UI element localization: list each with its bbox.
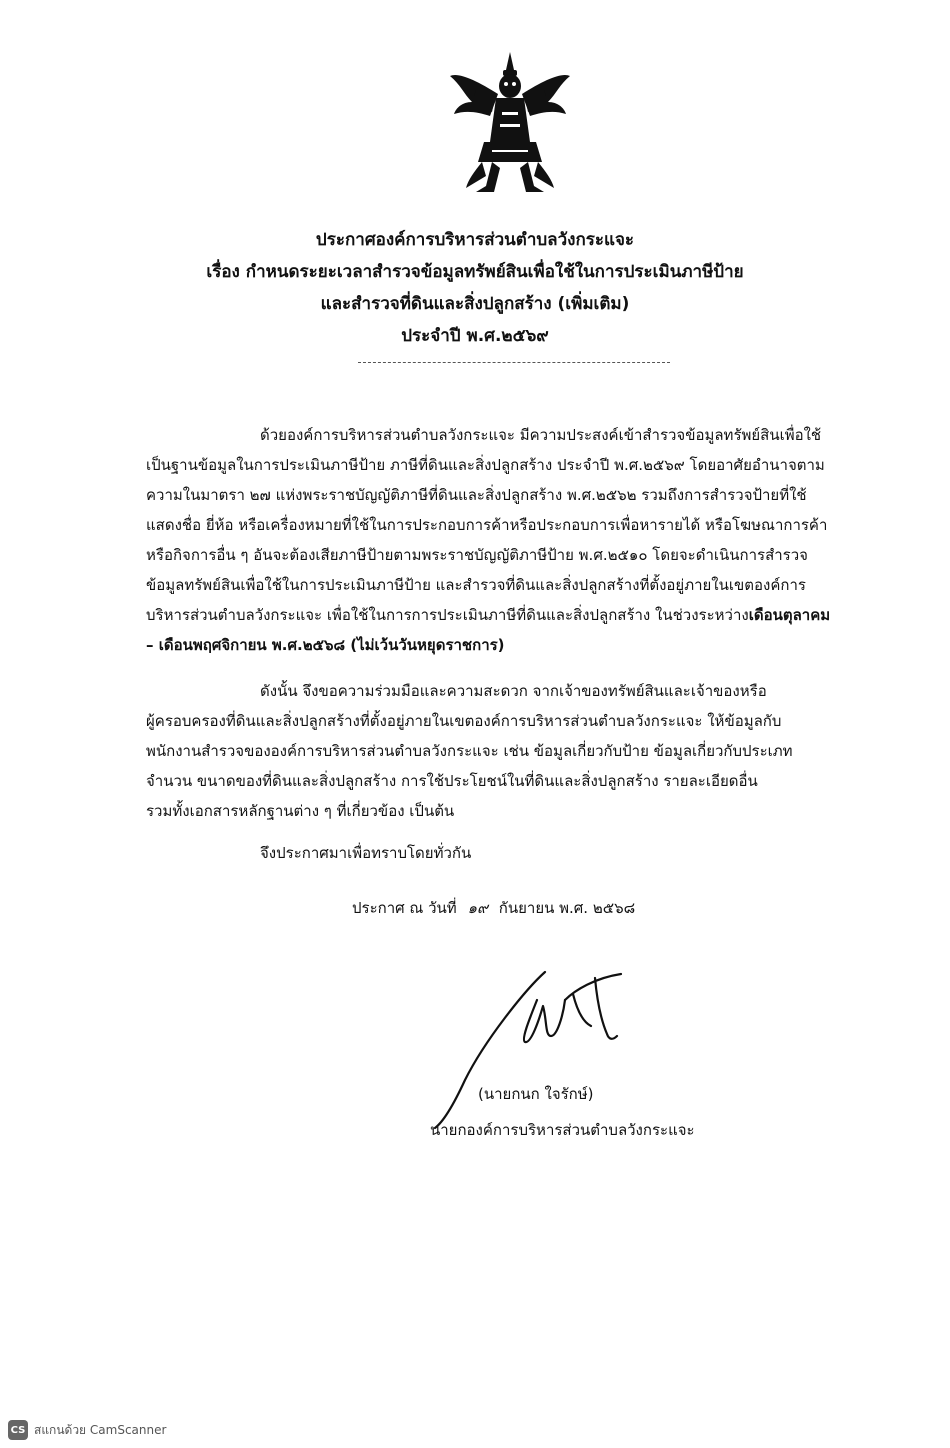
- body-paragraph-2: [146, 676, 872, 826]
- scanner-watermark: [8, 1420, 166, 1440]
- paragraph-line: ข้อมูลทรัพย์สินเพื่อใช้ในการประเมินภาษีป้าย และสำรวจที่ดินและสิ่งปลูกสร้างที่ตั้งอยู่ภายในเขตองค์การ: [146, 576, 806, 594]
- paragraph-line: หรือกิจการอื่น ๆ อันจะต้องเสียภาษีป้ายตามพระราชบัญญัติภาษีป้าย พ.ศ.๒๕๑๐ โดยจะดำเนินการสำรวจ: [146, 546, 808, 564]
- announcement-subject: เรื่อง กำหนดระยะเวลาสำรวจข้อมูลทรัพย์สินเพื่อใช้ในการประเมินภาษีป้าย: [206, 262, 744, 282]
- paragraph-text: บริหารส่วนตำบลวังกระแจะ เพื่อใช้ในการการประเมินภาษีที่ดินและสิ่งปลูกสร้าง ในช่วงระหว่าง: [146, 606, 749, 624]
- paragraph-line: ด้วยองค์การบริหารส่วนตำบลวังกระแจะ มีความประสงค์เข้าสำรวจข้อมูลทรัพย์สินเพื่อใช้: [260, 426, 822, 444]
- camscanner-logo-icon: CS: [8, 1420, 28, 1440]
- announcement-date: [352, 896, 635, 920]
- date-day: ๑๙: [467, 899, 488, 917]
- paragraph-line: ผู้ครอบครองที่ดินและสิ่งปลูกสร้างที่ตั้งอยู่ภายในเขตองค์การบริหารส่วนตำบลวังกระแจะ ให้ข้อมูลกับ: [146, 712, 782, 730]
- signer-name: (นายกนก ใจรักษ์): [478, 1085, 594, 1103]
- date-prefix: ประกาศ ณ วันที่: [352, 899, 457, 917]
- closing-statement: จึงประกาศมาเพื่อทราบโดยทั่วกัน: [260, 844, 472, 862]
- scanner-text: สแกนด้วย CamScanner: [34, 1422, 167, 1437]
- paragraph-line: แสดงชื่อ ยี่ห้อ หรือเครื่องหมายที่ใช้ในการประกอบการค้าหรือประกอบการเพื่อหารายได้ หรือโฆษณาการค้า: [146, 516, 828, 534]
- announcement-subject-cont: และสำรวจที่ดินและสิ่งปลูกสร้าง (เพิ่มเติม): [320, 294, 630, 314]
- paragraph-line: พนักงานสำรวจขององค์การบริหารส่วนตำบลวังกระแจะ เช่น ข้อมูลเกี่ยวกับป้าย ข้อมูลเกี่ยวกับประเภท: [146, 742, 793, 760]
- paragraph-line: จำนวน ขนาดของที่ดินและสิ่งปลูกสร้าง การใช้ประโยชน์ในที่ดินและสิ่งปลูกสร้าง รายละเอียดอื่น: [146, 772, 758, 790]
- garuda-emblem: [446, 50, 574, 200]
- survey-period-start: เดือนตุลาคม: [748, 606, 831, 624]
- signer-position: นายกองค์การบริหารส่วนตำบลวังกระแจะ: [430, 1121, 695, 1139]
- paragraph-line: ดังนั้น จึงขอความร่วมมือและความสะดวก จากเจ้าของทรัพย์สินและเจ้าของหรือ: [260, 682, 767, 700]
- paragraph-line: [146, 600, 872, 630]
- title-divider: [358, 362, 670, 363]
- paragraph-line: รวมทั้งเอกสารหลักฐานต่าง ๆ ที่เกี่ยวข้อง เป็นต้น: [146, 802, 455, 820]
- paragraph-line: เป็นฐานข้อมูลในการประเมินภาษีป้าย ภาษีที่ดินและสิ่งปลูกสร้าง ประจำปี พ.ศ.๒๕๖๙ โดยอาศัยอำนาจตาม: [146, 456, 825, 474]
- date-month-year: กันยายน พ.ศ. ๒๕๖๘: [498, 899, 636, 917]
- survey-period-end: – เดือนพฤศจิกายน พ.ศ.๒๕๖๘ (ไม่เว้นวันหยุดราชการ): [146, 636, 505, 654]
- announcement-year: ประจำปี พ.ศ.๒๕๖๙: [401, 326, 549, 346]
- paragraph-line: ความในมาตรา ๒๗ แห่งพระราชบัญญัติภาษีที่ดินและสิ่งปลูกสร้าง พ.ศ.๒๕๖๒ รวมถึงการสำรวจป้ายที่ใช้: [146, 486, 807, 504]
- body-paragraph-1: [146, 420, 872, 660]
- announcement-title: ประกาศองค์การบริหารส่วนตำบลวังกระแจะ: [315, 230, 635, 250]
